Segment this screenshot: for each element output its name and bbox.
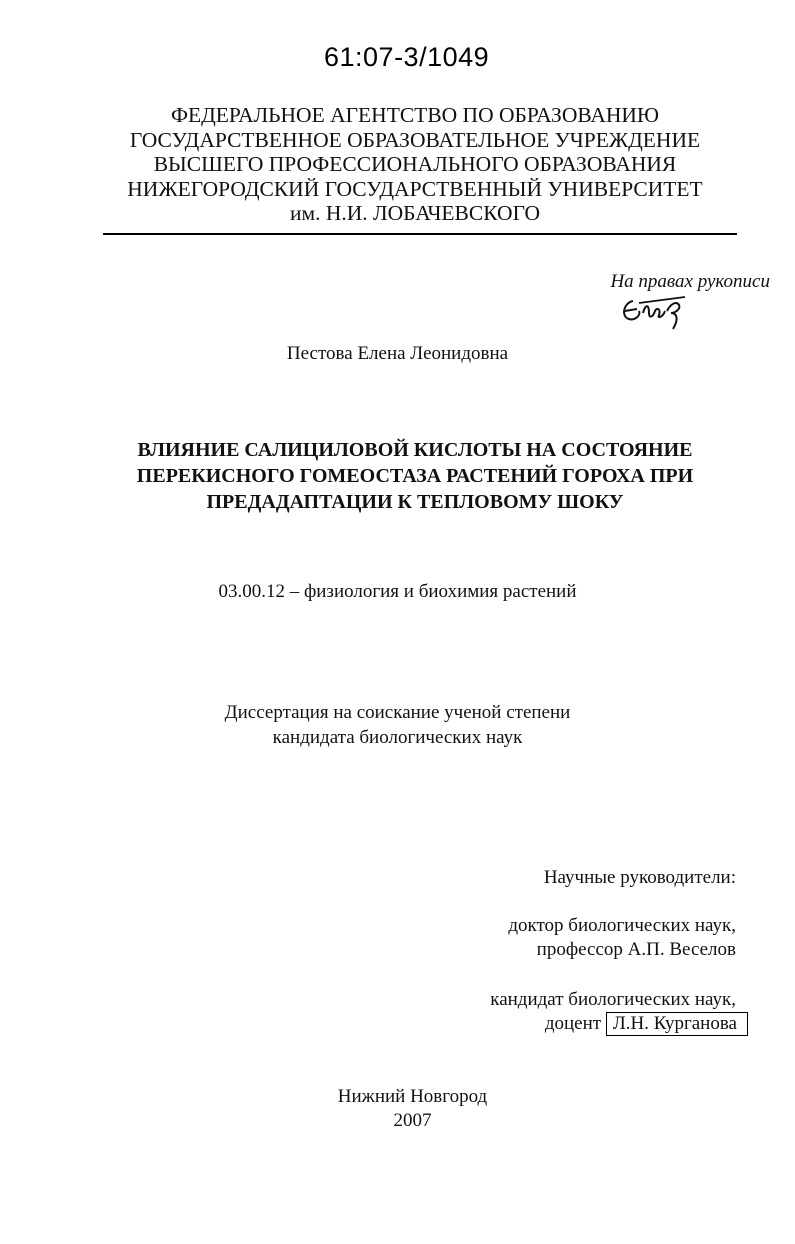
header-divider (103, 233, 737, 235)
degree-line-2: кандидата биологических наук (272, 727, 523, 748)
year: 2007 (393, 1110, 432, 1131)
manuscript-rights-note: На правах рукописи (610, 271, 770, 292)
title-line: ВЛИЯНИЕ САЛИЦИЛОВОЙ КИСЛОТЫ НА СОСТОЯНИЕ (137, 439, 693, 461)
supervisors-label: Научные руководители: (543, 867, 736, 888)
supervisor-2-name-row (460, 1012, 736, 1036)
supervisor-1-degree: доктор биологических наук, (508, 915, 736, 936)
dissertation-degree (0, 700, 795, 750)
organization-line: ВЫСШЕГО ПРОФЕССИОНАЛЬНОГО ОБРАЗОВАНИЯ (153, 152, 677, 176)
organization-line: ФЕДЕРАЛЬНОЕ АГЕНТСТВО ПО ОБРАЗОВАНИЮ (170, 103, 660, 127)
title-line: ПРЕДАДАПТАЦИИ К ТЕПЛОВОМУ ШОКУ (206, 491, 624, 513)
supervisor-1-name: профессор А.П. Веселов (536, 939, 736, 960)
dissertation-title (100, 437, 730, 515)
organization-line: НИЖЕГОРОДСКИЙ ГОСУДАРСТВЕННЫЙ УНИВЕРСИТЕТ (127, 176, 703, 201)
city: Нижний Новгород (337, 1086, 488, 1107)
author-signature (615, 291, 695, 331)
supervisor-2-degree: кандидат биологических наук, (490, 989, 736, 1010)
place-and-year (0, 1085, 795, 1133)
specialty-code: 03.00.12 – физиология и биохимия растений (218, 581, 577, 602)
organization-line: ГОСУДАРСТВЕННОЕ ОБРАЗОВАТЕЛЬНОЕ УЧРЕЖДЕНИЕ (129, 127, 701, 152)
archive-code: 61:07-3/1049 (324, 42, 490, 72)
supervisor-2-name: Л.Н. Курганова (606, 1012, 748, 1036)
organization-header (100, 103, 730, 226)
degree-line-1: Диссертация на соискание ученой степени (224, 702, 571, 723)
supervisor-2 (460, 988, 736, 1036)
title-line: ПЕРЕКИСНОГО ГОМЕОСТАЗА РАСТЕНИЙ ГОРОХА ПРИ (136, 465, 694, 487)
author-name: Пестова Елена Леонидовна (286, 343, 509, 364)
organization-line: им. Н.И. ЛОБАЧЕВСКОГО (289, 201, 540, 225)
supervisor-2-title: доцент (544, 1013, 602, 1034)
supervisor-1 (460, 914, 736, 962)
